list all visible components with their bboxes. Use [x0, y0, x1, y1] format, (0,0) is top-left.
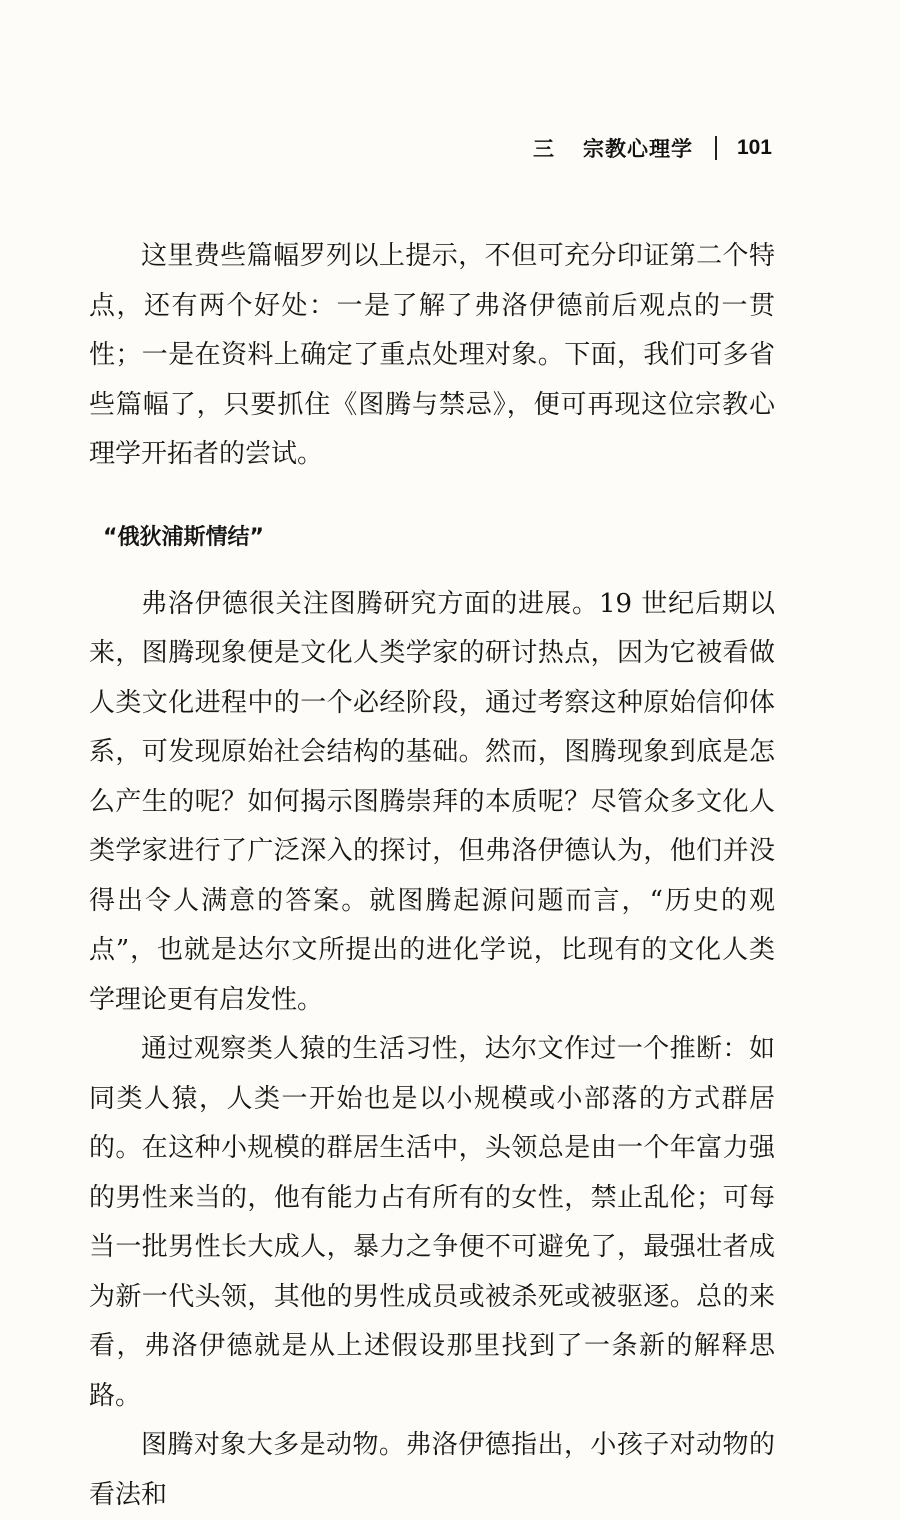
section-heading: “俄狄浦斯情结” — [103, 524, 264, 550]
chapter-title: 宗教心理学 — [582, 137, 693, 161]
chapter-number: 三 — [532, 137, 555, 161]
running-head — [533, 128, 772, 168]
paragraph-2: 弗洛伊德很关注图腾研究方面的进展。19 世纪后期以来，图腾现象便是文化人类学家的研讨热点，因为它被看做人类文化进程中的一个必经阶段，通过考察这种原始信仰体系，可发现原始社会结构的基础。然而，图腾现象到底是怎么产生的呢？如何揭示图腾崇拜的本质呢？尽管众多文化人类学家进行了广泛深入的探讨，但弗洛伊德认为，他们并没得出令人满意的答案。就图腾起源问题而言，“历史的观点”，也就是达尔文所提出的进化学说，比现有的文化人类学理论更有启发性。 — [89, 588, 775, 1015]
paragraph-4: 图腾对象大多是动物。弗洛伊德指出，小孩子对动物的看法和 — [89, 1430, 775, 1510]
page-number: 101 — [736, 136, 772, 159]
paragraph-3: 通过观察类人猿的生活习性，达尔文作过一个推断：如同类人猿，人类一开始也是以小规模或小部落的方式群居的。在这种小规模的群居生活中，头领总是由一个年富力强的男性来当的，他有能力占有所有的女性，禁止乱伦；可每当一批男性长大成人，暴力之争便不可避免了，最强壮者成为新一代头领，其他的男性成员或被杀死或被驱逐。总的来看，弗洛伊德就是从上述假设那里找到了一条新的解释思路。 — [89, 1034, 775, 1411]
paragraph-1: 这里费些篇幅罗列以上提示，不但可充分印证第二个特点，还有两个好处：一是了解了弗洛伊德前后观点的一贯性；一是在资料上确定了重点处理对象。下面，我们可多省些篇幅了，只要抓住《图腾与禁忌》，便可再现这位宗教心理学开拓者的尝试。 — [89, 241, 775, 469]
body-text — [89, 232, 775, 1520]
header-separator — [715, 136, 717, 160]
